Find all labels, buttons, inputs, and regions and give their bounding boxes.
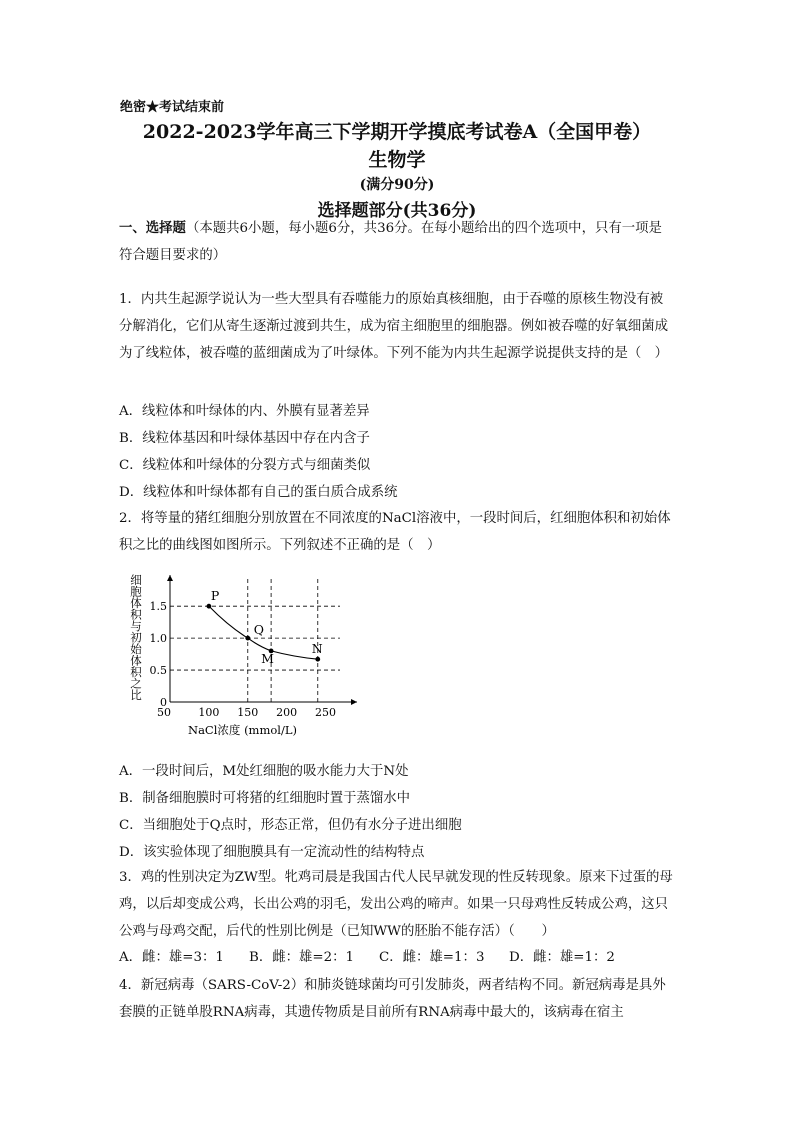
q1-option-c: C．线粒体和叶绿体的分裂方式与细菌类似 — [119, 458, 371, 473]
point-label-N: N — [311, 641, 323, 657]
q1-option-d: D．线粒体和叶绿体都有自己的蛋白质合成系统 — [119, 485, 398, 500]
section-title: 选择题部分(共36分) — [317, 201, 477, 221]
x-tick-label: 100 — [198, 706, 220, 719]
q3-option-a: A．雌：雄=3：1 — [119, 950, 224, 965]
x-tick-label: 50 — [157, 706, 171, 719]
y-tick-label: 1.5 — [149, 600, 167, 614]
question-4-stem: 4．新冠病毒（SARS-CoV-2）和肺炎链球菌均可引发肺炎，两者结构不同。新冠病毒是具外套膜的正链单股RNA病毒，其遗传物质是目前所有RNA病毒中最大的，该病毒在宿主 — [119, 978, 666, 1020]
x-axis-label: NaCl浓度 (mmol/L) — [188, 723, 297, 737]
question-3-stem: 3．鸡的性别决定为ZW型。牝鸡司晨是我国古代人民早就发现的性反转现象。原来下过蛋的母鸡，以后却变成公鸡，长出公鸡的羽毛，发出公鸡的啼声。如果一只母鸡性反转成公鸡，这只公鸡与母鸡交配，后代的性别比例是（已知WW的胚胎不能存活）（ ） — [119, 870, 673, 939]
q2-option-a: A．一段时间后，M处红细胞的吸水能力大于N处 — [119, 764, 409, 779]
x-axis-arrow — [351, 699, 357, 705]
question-1-stem: 1．内共生起源学说认为一些大型具有吞噬能力的原始真核细胞，由于吞噬的原核生物没有被分解消化，它们从寄生逐渐过渡到共生，成为宿主细胞里的细胞器。例如被吞噬的好氧细菌成为了线粒体，被吞噬的蓝细菌成为了叶绿体。下列不能为内共生起源学说提供支持的是（ ） — [119, 292, 669, 361]
section1-instruction-text: （本题共6小题，每小题6分，共36分。在每小题给出的四个选项中，只有一项是符合题目要求的） — [119, 221, 662, 263]
data-point-N — [315, 657, 320, 662]
point-label-P: P — [210, 588, 220, 604]
q1-option-a: A．线粒体和叶绿体的内、外膜有显著差异 — [119, 404, 370, 419]
point-label-M: M — [261, 650, 274, 666]
y-tick-label: 1.0 — [149, 632, 167, 646]
y-tick-label: 0.5 — [149, 664, 167, 678]
q3-option-b: B．雌：雄=2：1 — [249, 950, 355, 965]
x-tick-label: 150 — [237, 706, 259, 719]
x-tick-label: 250 — [315, 706, 337, 719]
q2-option-d: D．该实验体现了细胞膜具有一定流动性的结构特点 — [119, 845, 425, 860]
data-point-P — [206, 604, 211, 609]
section1-heading: 一、选择题 — [119, 220, 186, 236]
y-tick-label: 0 — [160, 696, 167, 709]
y-axis-arrow — [167, 575, 173, 581]
point-label-Q: Q — [253, 622, 265, 638]
q3-options — [119, 946, 679, 965]
q3-option-d: D．雌：雄=1：2 — [509, 950, 615, 965]
q2-option-c: C．当细胞处于Q点时，形态正常，但仍有水分子进出细胞 — [119, 818, 462, 833]
subject-title: 生物学 — [368, 149, 426, 171]
secret-label: 绝密★考试结束前 — [120, 100, 225, 115]
x-tick-label: 200 — [276, 706, 298, 719]
volume-ratio-chart — [120, 572, 360, 742]
exam-title: 2022-2023学年高三下学期开学摸底考试卷A（全国甲卷） — [142, 121, 652, 143]
q2-option-b: B．制备细胞膜时可将猪的红细胞时置于蒸馏水中 — [119, 791, 411, 806]
section1-instructions — [119, 215, 675, 269]
y-axis-label: 细胞体积与初始体积之比 — [130, 573, 142, 702]
question-2-stem: 2．将等量的猪红细胞分别放置在不同浓度的NaCl溶液中，一段时间后，红细胞体积和初始体积之比的曲线图如图所示。下列叙述不正确的是（ ） — [119, 511, 671, 553]
data-point-Q — [245, 636, 250, 641]
full-score: (满分90分) — [359, 177, 435, 193]
q1-option-b: B．线粒体基因和叶绿体基因中存在内含子 — [119, 431, 370, 446]
q3-option-c: C．雌：雄=1：3 — [379, 950, 485, 965]
